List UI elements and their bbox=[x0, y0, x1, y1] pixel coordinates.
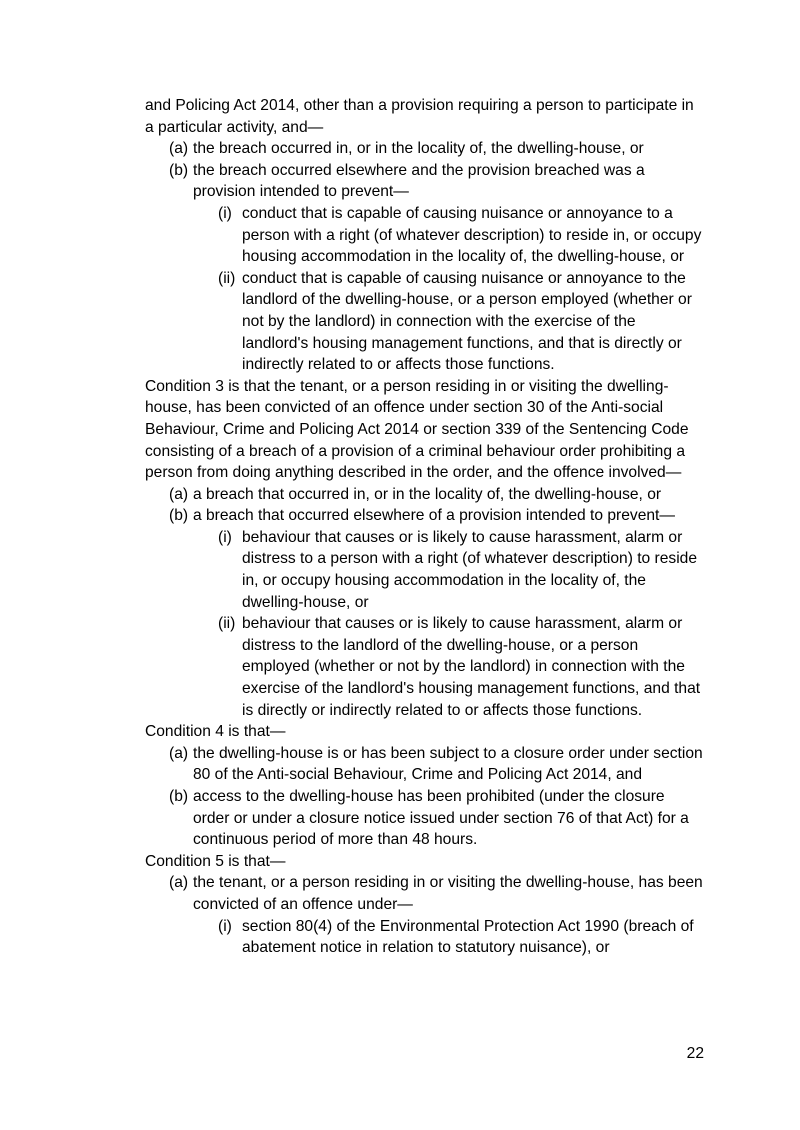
subitem-text: behaviour that causes or is likely to cause harassment, alarm or distress to a person with a right (of whatever description) to reside in, or occupy housing accommodation in the locality of, the dwelling-house, or bbox=[242, 528, 698, 611]
item-marker: (a) bbox=[169, 140, 189, 158]
condition-3-item-a bbox=[145, 484, 705, 506]
condition-4-item-a bbox=[145, 743, 705, 786]
condition-4-paragraph: Condition 4 is that— bbox=[145, 723, 286, 741]
item-marker: (a) bbox=[169, 744, 189, 762]
subitem-marker: (ii) bbox=[218, 269, 236, 287]
item-text: the breach occurred in, or in the locality of, the dwelling-house, or bbox=[193, 140, 644, 158]
item-text: a breach that occurred in, or in the locality of, the dwelling-house, or bbox=[193, 485, 662, 503]
condition-2-item-b bbox=[145, 160, 705, 203]
item-text: a breach that occurred elsewhere of a provision intended to prevent— bbox=[193, 507, 675, 525]
page-number: 22 bbox=[686, 1045, 704, 1062]
item-text: the tenant, or a person residing in or visiting the dwelling-house, has been convicted of an offence under— bbox=[193, 874, 703, 913]
subitem-text: conduct that is capable of causing nuisance or annoyance to a person with a right (of whatever description) to reside in, or occupy housing accommodation in the locality of, the dwelling-house, or bbox=[242, 204, 702, 266]
condition-3-subitem-i bbox=[145, 527, 705, 613]
condition-2-subitem-i bbox=[145, 203, 705, 268]
condition-3-subitem-ii bbox=[145, 613, 705, 721]
condition-2-subitem-ii bbox=[145, 268, 705, 376]
condition-5-paragraph: Condition 5 is that— bbox=[145, 852, 286, 870]
item-marker: (b) bbox=[169, 788, 189, 805]
subitem-marker: (i) bbox=[218, 204, 232, 222]
item-text: the dwelling-house is or has been subject to a closure order under section 80 of the Anti-social Behaviour, Crime and Policing Act 2014, and bbox=[193, 744, 703, 784]
item-text: access to the dwelling-house has been prohibited (under the closure order or under a closure notice issued under section 76 of that Act) for a continuous period of more than 48 hours. bbox=[193, 788, 689, 849]
condition-3-item-b bbox=[145, 505, 705, 527]
item-text: the breach occurred elsewhere and the provision breached was a provision intended to prevent— bbox=[193, 161, 645, 201]
subitem-text: behaviour that causes or is likely to cause harassment, alarm or distress to the landlord of the dwelling-house, or a person employed (whether or not by the landlord) in connection with the exercise of the landlord's housing management functions, and that is directly or indirectly related to or affects those functions. bbox=[242, 615, 701, 719]
intro-paragraph: and Policing Act 2014, other than a provision requiring a person to participate in a particular activity, and— bbox=[145, 97, 694, 136]
subitem-text: section 80(4) of the Environmental Protection Act 1990 (breach of abatement notice in relation to statutory nuisance), or bbox=[242, 917, 694, 957]
document-body bbox=[145, 95, 705, 959]
condition-3-paragraph: Condition 3 is that the tenant, or a person residing in or visiting the dwelling-house, has been convicted of an offence under section 30 of the Anti-social Behaviour, Crime and Policing Act 2014 or section 339 of the Sentencing Code consisting of a breach of a provision of a criminal behaviour order prohibiting a person from doing anything described in the order, and the offence involved— bbox=[145, 377, 689, 482]
condition-5-subitem-i bbox=[145, 916, 705, 959]
item-marker: (a) bbox=[169, 874, 189, 892]
item-marker: (b) bbox=[169, 507, 189, 525]
subitem-marker: (i) bbox=[218, 528, 232, 546]
subitem-text: conduct that is capable of causing nuisance or annoyance to the landlord of the dwelling-house, or a person employed (whether or not by the landlord) in connection with the exercise of the landlord's housing management functions, and that is directly or indirectly related to or affects those functions. bbox=[242, 269, 692, 374]
item-marker: (a) bbox=[169, 485, 189, 503]
condition-2-item-a bbox=[145, 138, 705, 160]
condition-5-item-a bbox=[145, 872, 705, 915]
subitem-marker: (ii) bbox=[218, 615, 236, 633]
subitem-marker: (i) bbox=[218, 917, 232, 935]
condition-4-item-b bbox=[145, 786, 705, 851]
item-marker: (b) bbox=[169, 161, 189, 179]
